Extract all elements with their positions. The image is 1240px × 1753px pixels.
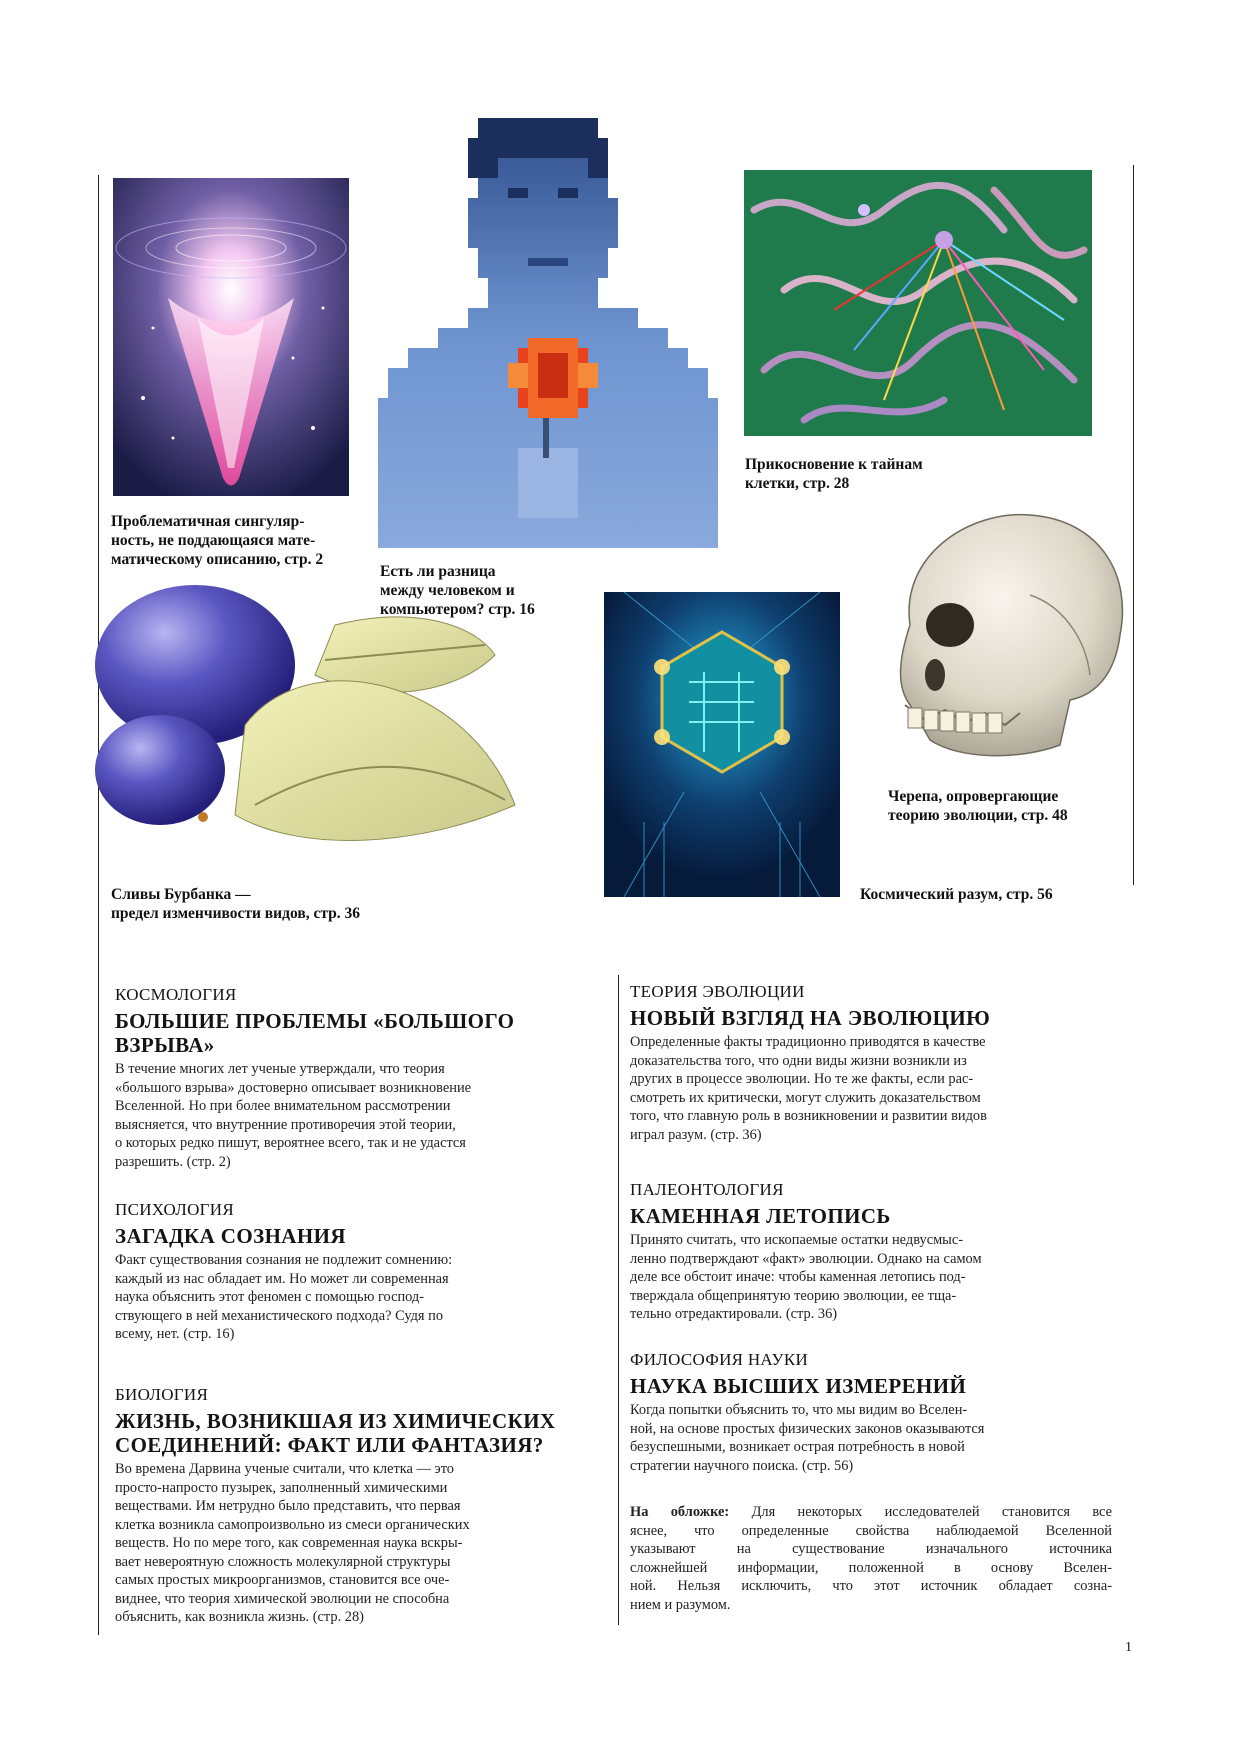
body-line: яснее, что определенные свойства наблюдаемой Вселенной — [630, 1522, 1112, 1539]
body-line: В течение многих лет ученые утверждали, что теория — [115, 1061, 445, 1077]
body-line: ной, на основе простых физических законов оказываются — [630, 1420, 985, 1437]
body-line: просто-напросто пузырек, заполненный химическими — [115, 1479, 448, 1496]
body-line: всему, нет. (стр. 16) — [115, 1326, 235, 1342]
headline-line: ЗАГАДКА СОЗНАНИЯ — [115, 1224, 346, 1248]
cosmology-section — [115, 985, 595, 1171]
protein-ribbon-structure-image — [744, 170, 1092, 436]
caption-line: Черепа, опровергающие — [888, 788, 1059, 805]
caption-line: теорию эволюции, стр. 48 — [888, 807, 1068, 824]
caption-line: ность, не поддающаяся мате- — [111, 532, 316, 549]
caption-line: компьютером? стр. 16 — [380, 601, 535, 618]
section-body — [630, 1401, 1120, 1475]
section-headline — [115, 1224, 595, 1248]
section-headline — [630, 1374, 1120, 1398]
biology-section — [115, 1385, 615, 1627]
cover-note-first-line: Для некоторых исследователей становится все — [729, 1504, 1112, 1520]
headline-line: СОЕДИНЕНИЙ: ФАКТ ИЛИ ФАНТАЗИЯ? — [115, 1433, 544, 1457]
caption-line: матическому описанию, стр. 2 — [111, 551, 324, 568]
body-line: Когда попытки объяснить то, что мы видим во Вселен- — [630, 1402, 968, 1418]
body-line: Вселенной. Но при более внимательном рассмотрении — [115, 1098, 451, 1114]
plums-caption — [111, 885, 360, 923]
body-line: ленно подтверждают «факт» эволюции. Однако на самом — [630, 1250, 982, 1267]
cover-note-lead: На обложке: — [630, 1504, 730, 1520]
caption-line: Прикосновение к тайнам — [745, 456, 923, 473]
glowing-circuit-hexagon-image — [604, 592, 840, 897]
galaxy-vortex-image — [113, 178, 349, 496]
section-headline — [115, 1409, 615, 1457]
headline-line: БОЛЬШИЕ ПРОБЛЕМЫ «БОЛЬШОГО — [115, 1009, 515, 1033]
body-line: самых простых микроорганизмов, становится все оче- — [115, 1572, 450, 1588]
headline-line: ВЗРЫВА» — [115, 1033, 215, 1057]
caption-line: Сливы Бурбанка — — [111, 886, 251, 903]
caption-line: предел изменчивости видов, стр. 36 — [111, 905, 360, 922]
body-line: тверждала общепринятую теорию эволюции, ее тща- — [630, 1287, 957, 1304]
section-body — [115, 1251, 595, 1344]
section-category: ПСИХОЛОГИЯ — [115, 1200, 234, 1219]
singularity-caption — [111, 512, 323, 569]
section-category: ФИЛОСОФИЯ НАУКИ — [630, 1350, 809, 1369]
body-line: вает невероятную сложность молекулярной структуры — [115, 1553, 451, 1570]
plums-and-leaves-image — [85, 585, 525, 875]
caption-line: между человеком и — [380, 582, 515, 599]
body-line: того, что главную роль в возникновении и развитии видов — [630, 1108, 987, 1124]
body-line: Факт существования сознания не подлежит сомнению: — [115, 1252, 453, 1268]
body-line: играл разум. (стр. 36) — [630, 1126, 762, 1143]
section-body — [115, 1060, 595, 1171]
body-line: безуспешными, возникает острая потребность в новой — [630, 1439, 965, 1455]
page-number: 1 — [1125, 1640, 1132, 1655]
section-headline — [630, 1204, 1120, 1228]
body-line: виднее, что теория химической эволюции не способна — [115, 1590, 450, 1607]
section-headline — [630, 1006, 1120, 1030]
section-body — [630, 1033, 1120, 1144]
body-line: наука объяснить этот феномен с помощью господ- — [115, 1289, 425, 1305]
section-body — [630, 1231, 1120, 1324]
section-body — [115, 1460, 615, 1627]
body-line: стратегии научного поиска. (стр. 56) — [630, 1457, 854, 1474]
cell-caption — [745, 455, 923, 493]
headline-line: НОВЫЙ ВЗГЛЯД НА ЭВОЛЮЦИЮ — [630, 1006, 991, 1030]
body-line: смотреть их критически, могут служить доказательством — [630, 1089, 981, 1106]
caption-line: клетки, стр. 28 — [745, 475, 850, 492]
caption-line: Проблематичная сингуляр- — [111, 513, 305, 530]
headline-line: ЖИЗНЬ, ВОЗНИКШАЯ ИЗ ХИМИЧЕСКИХ — [115, 1409, 556, 1433]
body-line: разрешить. (стр. 2) — [115, 1153, 231, 1170]
caption-line: Есть ли разница — [380, 563, 496, 580]
body-line: ной. Нельзя исключить, что этот источник обладает созна- — [630, 1578, 1112, 1594]
section-headline — [115, 1009, 595, 1057]
body-line: деле все обстоит иначе: чтобы каменная летопись под- — [630, 1269, 966, 1285]
section-category: КОСМОЛОГИЯ — [115, 985, 237, 1004]
body-line: сложнейшей информации, положенной в основу Вселен- — [630, 1559, 1112, 1576]
center-column-rule — [618, 975, 619, 1625]
headline-line: КАМЕННАЯ ЛЕТОПИСЬ — [630, 1204, 891, 1228]
psychology-section — [115, 1200, 595, 1344]
body-line: веществами. Им нетрудно было представить, что первая — [115, 1498, 461, 1514]
body-line: «большого взрыва» достоверно описывает возникновение — [115, 1079, 472, 1096]
body-line: указывают на существование изначального источника — [630, 1541, 1112, 1557]
headline-line: НАУКА ВЫСШИХ ИЗМЕРЕНИЙ — [630, 1374, 967, 1398]
body-line: Принято считать, что ископаемые остатки недвусмыс- — [630, 1232, 964, 1248]
cover-note-body — [630, 1503, 1112, 1614]
cover-note — [630, 1500, 1112, 1614]
body-line: клетка возникла самопроизвольно из смеси органических — [115, 1516, 470, 1533]
body-line: о которых редко пишут, вероятнее всего, так и не удастся — [115, 1135, 466, 1151]
right-edge-rule — [1133, 165, 1134, 885]
human-skull-image — [870, 505, 1132, 770]
body-line: Во времена Дарвина ученые считали, что клетка — это — [115, 1461, 454, 1477]
body-line: веществ. Но по мере того, как современная наука вскры- — [115, 1535, 463, 1551]
pixelated-man-with-flower-image — [368, 118, 728, 548]
body-line: тельно отредактировали. (стр. 36) — [630, 1306, 838, 1322]
body-line: ствующего в ней механистического подхода? Судя по — [115, 1307, 444, 1324]
body-line: Определенные факты традиционно приводятся в качестве — [630, 1034, 986, 1050]
section-category: БИОЛОГИЯ — [115, 1385, 209, 1404]
body-line — [630, 1503, 1112, 1522]
caption-line: Космический разум, стр. 56 — [860, 886, 1053, 903]
body-line: объяснить, как возникла жизнь. (стр. 28) — [115, 1609, 364, 1625]
philosophy-section — [630, 1350, 1120, 1475]
paleontology-section — [630, 1180, 1120, 1324]
section-category: ПАЛЕОНТОЛОГИЯ — [630, 1180, 784, 1199]
skull-caption — [888, 787, 1068, 825]
evolution-section — [630, 982, 1120, 1144]
body-line: доказательства того, что одни виды жизни возникли из — [630, 1052, 967, 1069]
section-category: ТЕОРИЯ ЭВОЛЮЦИИ — [630, 982, 805, 1001]
body-line: нием и разумом. — [630, 1596, 731, 1613]
body-line: выясняется, что внутренние противоречия этой теории, — [115, 1116, 456, 1133]
body-line: других в процессе эволюции. Но те же факты, если рас- — [630, 1071, 974, 1087]
cosmic-caption — [860, 885, 1053, 904]
body-line: каждый из нас обладает им. Но может ли современная — [115, 1270, 449, 1287]
left-column-rule — [98, 175, 99, 1635]
